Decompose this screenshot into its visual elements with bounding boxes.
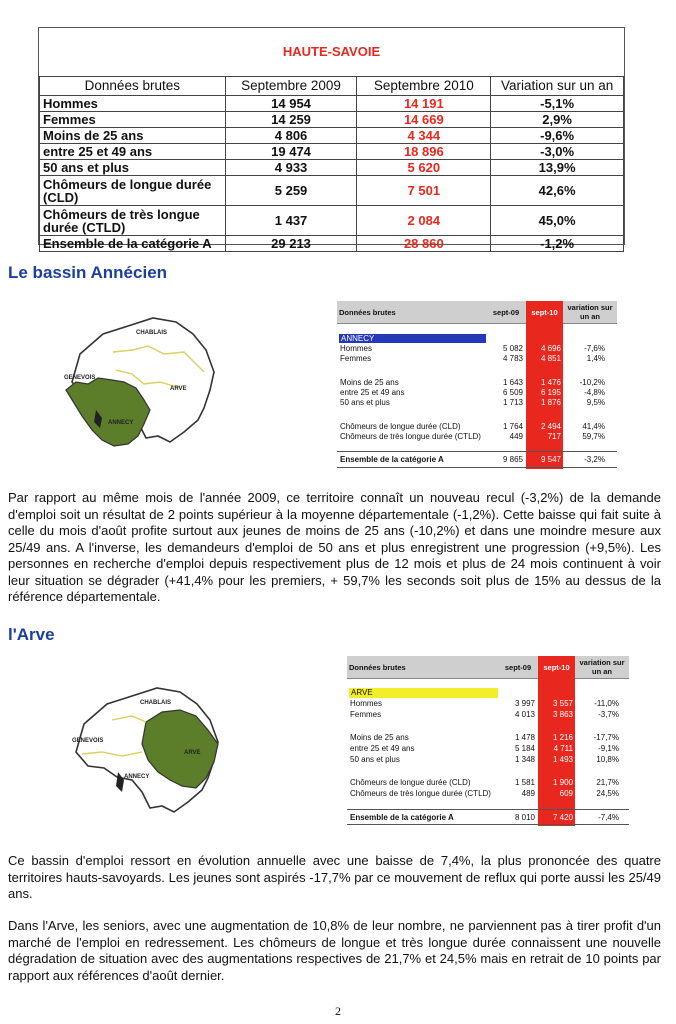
variation: 1,4% [586,354,605,363]
value-2009: 19 474 [225,144,357,160]
table-row [347,813,629,823]
table-row [337,455,617,465]
table-row [347,778,629,788]
row-label: Hommes [350,699,383,708]
map-label-genevois: GENEVOIS [72,738,104,744]
table-row [40,96,624,112]
value-2009: 4 806 [225,128,357,144]
variation: -1,2% [491,236,624,252]
value-2010: 14 191 [357,96,491,112]
value-sept10: 4 851 [540,354,561,363]
variation: -11,0% [594,699,619,708]
value-sept09: 1 478 [514,733,535,742]
table-header-row [40,77,624,96]
variation: -9,6% [491,128,624,144]
annecy-paragraph: Par rapport au même mois de l'année 2009, ce territoire connaît un nouveau recul (-3,2%) de la demande d'emploi soit un résultat de 2 points supérieur à la moyenne départementale (-1,2%). Cette baisse qui fait suite à celle du mois d'août profite surtout aux jeunes de moins de 25 ans (-10,2%) et dans une moindre mesure aux 25/49 ans. A l'inverse, les demandeurs d'emploi de 50 ans et plus enregistrent une progression (+9,5%). Les personnes en recherche d'emploi depuis respectivement plus de 12 mois et plus de 24 mois continuent à voir leur situation se dégrader (+41,4% pour les premiers, + 59,7% les seconds soit plus de 15% au dessus de la référence départementale. [8,490,661,604]
value-sept10: 3 557 [552,699,573,708]
value-sept09: 3 997 [514,699,535,708]
value-2009: 4 933 [225,160,357,176]
variation: -9,1% [598,744,619,753]
page-number: 2 [335,1004,341,1018]
value-sept09: 489 [521,789,535,798]
map-label-arve: ARVE [170,386,187,392]
arve-table [347,656,629,826]
value-sept09: 6 509 [502,388,523,397]
col-header: Septembre 2010 [357,77,491,96]
table-row [337,432,617,442]
value-sept10: 1 476 [540,378,561,387]
col-header: variation sur un an [579,658,625,676]
col-header: Variation sur un an [491,77,624,96]
value-sept09: 1 764 [502,422,523,431]
variation: -3,0% [491,144,624,160]
row-label: Chômeurs de longue durée (CLD) [40,176,226,206]
row-label: Chômeurs de longue durée (CLD) [340,422,461,431]
table-row [40,176,624,206]
col-header: Données brutes [40,77,226,96]
divider [347,809,629,810]
value-sept10: 1 216 [552,733,573,742]
divider [347,824,629,825]
map-label-chablais: CHABLAIS [140,700,171,706]
variation: -7,4% [598,813,619,822]
value-sept09: 1 643 [502,378,523,387]
arve-paragraph-2: Dans l'Arve, les seniors, avec une augmentation de 10,8% de leur nombre, ne parviennent pas à tirer profit d'un marché de l'emploi en redressement. Les chômeurs de longue et très longue durée connaissent une nouvelle dégradation de situation avec des augmentations respectives de 21,7% et 24,5% mais en retrait de 10 points par rapport aux références d'août dernier. [8,918,661,983]
row-label: Ensemble de la catégorie A [350,813,454,822]
annecy-region-map [58,312,223,452]
value-sept09: 9 865 [502,455,523,464]
variation: 21,7% [596,778,619,787]
value-sept09: 5 082 [502,344,523,353]
annecy-heading: Le bassin Annécien [8,263,168,282]
table-row [347,789,629,799]
col-header: sept-09 [504,662,532,672]
row-label: 50 ans et plus [340,398,390,407]
variation: -3,7% [598,710,619,719]
row-label: Ensemble de la catégorie A [40,236,226,252]
value-sept10: 3 863 [552,710,573,719]
value-sept10: 2 494 [540,422,561,431]
row-label: Hommes [40,96,226,112]
variation: 45,0% [491,206,624,236]
value-sept10: 7 420 [552,813,573,822]
section-label-annecy: ANNECY [339,334,486,343]
variation: 9,5% [586,398,605,407]
table-row [337,344,617,354]
value-sept09: 449 [509,432,523,441]
row-label: Moins de 25 ans [350,733,409,742]
value-sept10: 4 696 [540,344,561,353]
value-2009: 14 954 [225,96,357,112]
haute-savoie-title: HAUTE-SAVOIE [282,44,381,59]
value-sept10: 9 547 [540,455,561,464]
table-row [40,160,624,176]
row-label: entre 25 et 49 ans [350,744,415,753]
row-label: entre 25 et 49 ans [340,388,405,397]
table-row [347,755,629,765]
row-label: Chômeurs de très longue durée (CTLD) [350,789,491,798]
value-sept10: 6 195 [540,388,561,397]
table-row [337,354,617,364]
divider [337,467,617,468]
table-row [40,128,624,144]
arve-region-map [62,682,227,822]
value-sept09: 1 713 [502,398,523,407]
arve-heading: l'Arve [8,625,55,644]
arve-paragraph-1: Ce bassin d'emploi ressort en évolution annuelle avec une baisse de 7,4%, la plus prononcée des quatre territoires hauts-savoyards. Les jeunes sont aspirés -17,7% par ce mouvement de reflux qui porte aussi les 25/49 ans. [8,853,661,901]
row-label: entre 25 et 49 ans [40,144,226,160]
value-sept10: 1 493 [552,755,573,764]
variation: -4,8% [584,388,605,397]
map-label-chablais: CHABLAIS [136,330,167,336]
row-label: Ensemble de la catégorie A [340,455,444,464]
variation: 10,8% [596,755,619,764]
value-sept09: 5 184 [514,744,535,753]
row-label: Femmes [40,112,226,128]
table-row [347,733,629,743]
value-2009: 5 259 [225,176,357,206]
row-label: Moins de 25 ans [40,128,226,144]
variation: -3,2% [584,455,605,464]
table-row [337,422,617,432]
variation: -10,2% [579,378,605,387]
table-row [347,710,629,720]
col-header: sept-10 [543,662,570,672]
value-2010: 5 620 [357,160,491,176]
row-label: Femmes [350,710,382,719]
col-header: Données brutes [339,307,396,317]
value-sept10: 609 [559,789,573,798]
col-header: Données brutes [349,662,406,672]
value-2010: 4 344 [357,128,491,144]
annecy-table [337,301,617,469]
value-sept10: 4 711 [553,744,573,753]
variation: 41,4% [582,422,605,431]
map-label-arve: ARVE [184,750,201,756]
table-row [337,388,617,398]
value-2010: 7 501 [357,176,491,206]
variation: 13,9% [491,160,624,176]
table-row [347,744,629,754]
row-label: Chômeurs de longue durée (CLD) [350,778,471,787]
value-sept09: 1 581 [514,778,535,787]
value-sept09: 8 010 [514,813,535,822]
value-sept09: 4 013 [514,710,535,719]
row-label: Moins de 25 ans [340,378,399,387]
haute-savoie-table [39,76,624,252]
row-label: Chômeurs de très longue durée (CTLD) [40,206,226,236]
row-label: 50 ans et plus [350,755,400,764]
map-label-genevois: GENEVOIS [64,375,96,381]
table-row [40,236,624,252]
variation: -5,1% [491,96,624,112]
row-label: Femmes [340,354,372,363]
value-2009: 14 259 [225,112,357,128]
variation: 2,9% [491,112,624,128]
value-2010: 18 896 [357,144,491,160]
table-row [337,378,617,388]
haute-savoie-table-box [38,27,625,251]
row-label: 50 ans et plus [40,160,226,176]
table-row [40,112,624,128]
value-sept10: 1 900 [552,778,573,787]
variation: -7,6% [584,344,605,353]
value-2010: 14 669 [357,112,491,128]
table-row [40,144,624,160]
section-label-arve: ARVE [349,688,498,698]
variation: 24,5% [596,789,619,798]
value-sept09: 4 783 [502,354,523,363]
row-label: Chômeurs de très longue durée (CTLD) [340,432,481,441]
value-sept10: 717 [547,432,561,441]
col-header: sept-10 [531,307,558,317]
table-row [40,206,624,236]
value-2009: 1 437 [225,206,357,236]
value-2009: 29 213 [225,236,357,252]
table-row [347,699,629,709]
value-sept10: 1 876 [540,398,561,407]
map-label-annecy: ANNECY [124,774,150,780]
variation: -17,7% [593,733,619,742]
col-header: sept-09 [492,307,520,317]
variation: 42,6% [491,176,624,206]
table-row [337,398,617,408]
variation: 59,7% [582,432,605,441]
row-label: Hommes [340,344,373,353]
divider [337,451,617,452]
value-2010: 28 860 [357,236,491,252]
col-header: variation sur un an [567,303,613,321]
map-label-annecy: ANNECY [108,420,134,426]
value-sept09: 1 348 [514,755,535,764]
value-2010: 2 084 [357,206,491,236]
col-header: Septembre 2009 [225,77,357,96]
